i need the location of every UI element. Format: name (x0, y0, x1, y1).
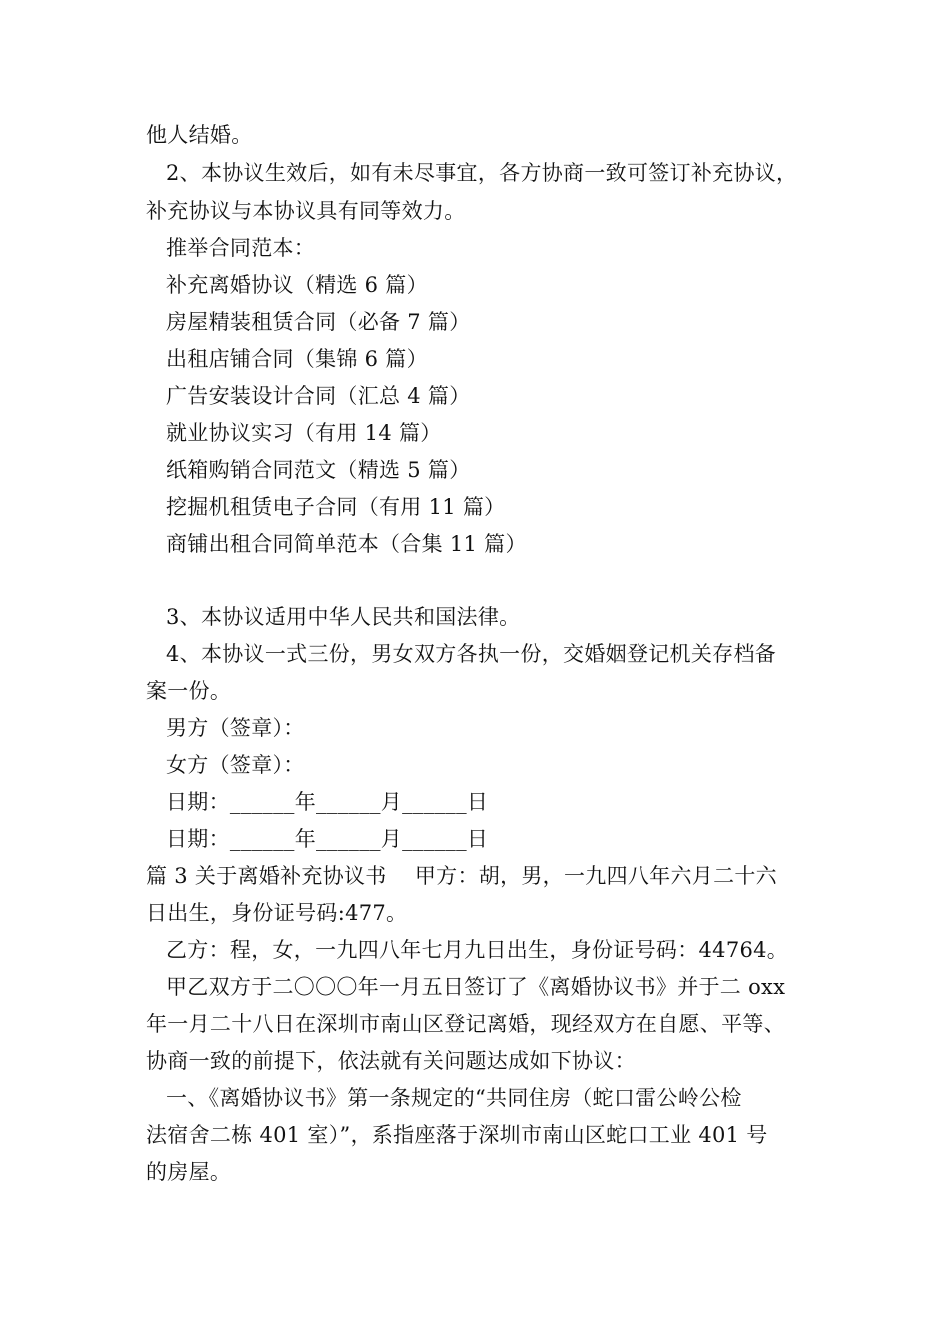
date-line: 日期：______年______月______日 (166, 790, 489, 814)
paragraph-line: 法宿舍二栋 401 室）”，系指座落于深圳市南山区蛇口工业 401 号 (146, 1123, 768, 1147)
paragraph-line: 年一月二十八日在深圳市南山区登记离婚，现经双方在自愿、平等、 (146, 1012, 785, 1036)
paragraph-line: 补充协议与本协议具有同等效力。 (146, 199, 466, 223)
recommended-template-link[interactable]: 广告安装设计合同（汇总 4 篇） (166, 384, 471, 408)
paragraph-line: 甲乙双方于二〇〇〇年一月五日签订了《离婚协议书》并于二 oxx (166, 975, 786, 999)
paragraph-line: 案一份。 (146, 679, 232, 703)
recommended-template-link[interactable]: 挖掘机租赁电子合同（有用 11 篇） (166, 495, 506, 519)
paragraph-line: 4、本协议一式三份，男女双方各执一份，交婚姻登记机关存档备 (166, 642, 777, 666)
paragraph-line: 协商一致的前提下，依法就有关问题达成如下协议： (146, 1049, 636, 1073)
paragraph-line: 日出生，身份证号码:477。 (146, 901, 408, 925)
paragraph-line: 乙方：程，女，一九四八年七月九日出生，身份证号码：44764。 (166, 938, 789, 962)
recommended-template-link[interactable]: 房屋精装租赁合同（必备 7 篇） (166, 310, 471, 334)
paragraph-line: 的房屋。 (146, 1160, 232, 1184)
paragraph-line: 他人结婚。 (146, 123, 253, 147)
recommended-template-link[interactable]: 补充离婚协议（精选 6 篇） (166, 273, 428, 297)
paragraph-line: 3、本协议适用中华人民共和国法律。 (166, 605, 521, 629)
recommended-template-link[interactable]: 就业协议实习（有用 14 篇） (166, 421, 442, 445)
section-title-line: 篇 3 关于离婚补充协议书 甲方：胡，男，一九四八年六月二十六 (146, 864, 777, 888)
date-line: 日期：______年______月______日 (166, 827, 489, 851)
paragraph-line: 一、《离婚协议书》第一条规定的“共同住房（蛇口雷公岭公检 (166, 1086, 742, 1110)
recommended-template-link[interactable]: 纸箱购销合同范文（精选 5 篇） (166, 458, 471, 482)
signature-line-female: 女方（签章）： (166, 753, 305, 777)
recommended-template-link[interactable]: 出租店铺合同（集锦 6 篇） (166, 347, 428, 371)
section-heading: 推举合同范本： (166, 236, 316, 260)
recommended-template-link[interactable]: 商铺出租合同简单范本（合集 11 篇） (166, 532, 527, 556)
signature-line-male: 男方（签章）： (166, 716, 305, 740)
paragraph-line: 2、本协议生效后，如有未尽事宜，各方协商一致可签订补充协议， (166, 161, 798, 185)
